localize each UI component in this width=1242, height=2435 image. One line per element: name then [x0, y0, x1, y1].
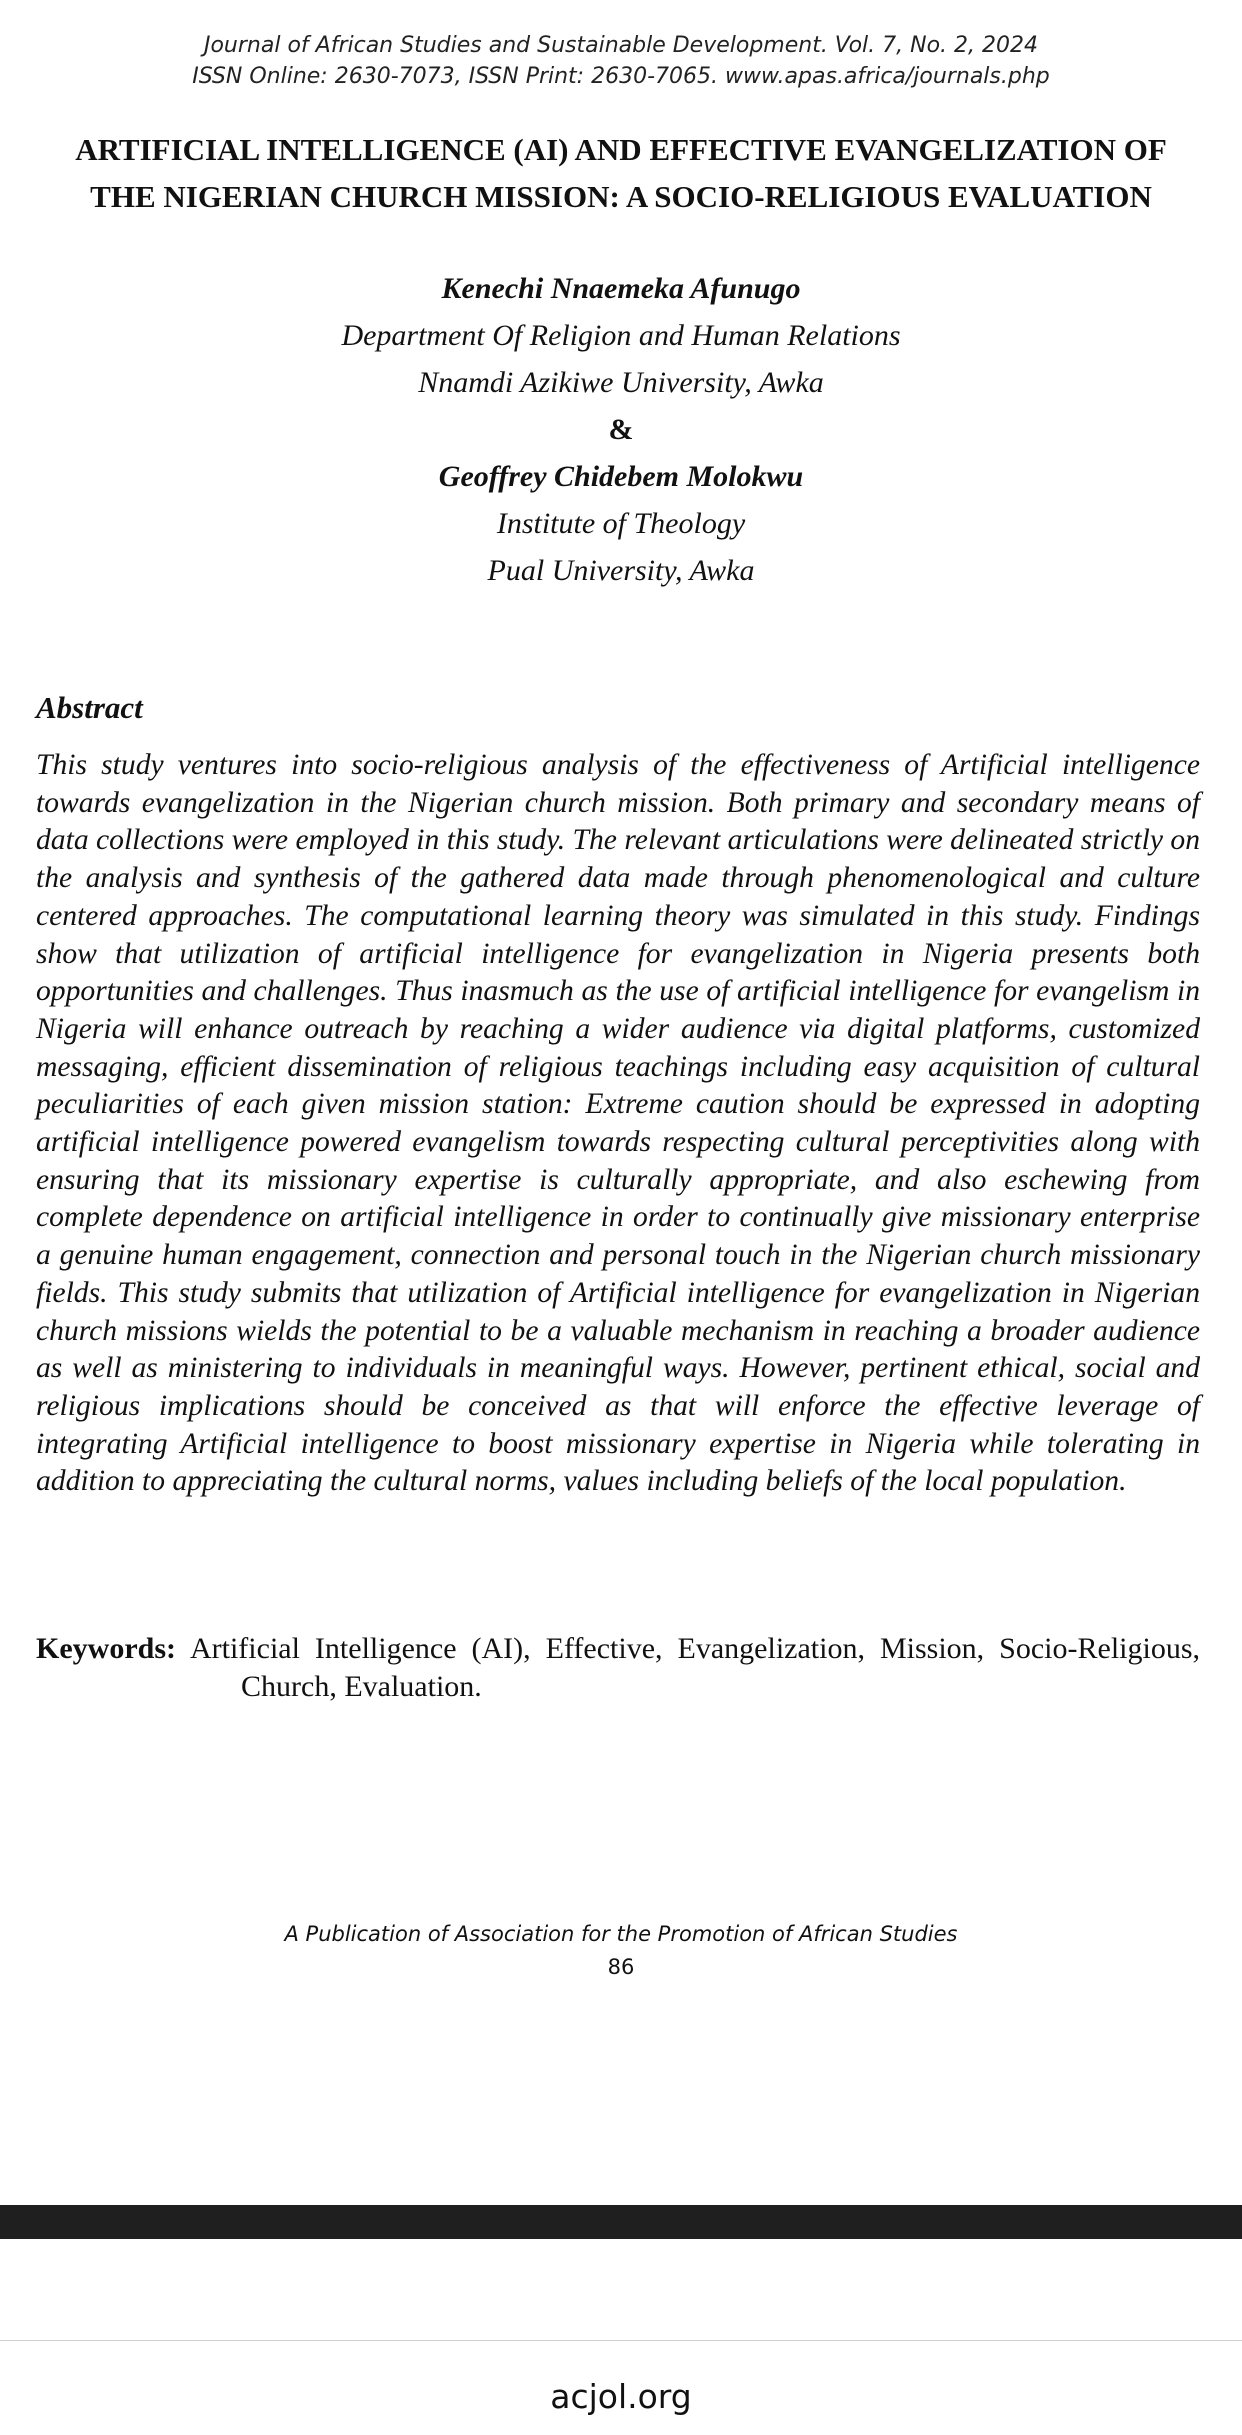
page-footer — [0, 1918, 1242, 1984]
author-department-1: Department Of Religion and Human Relations — [341, 319, 901, 352]
abstract-text: This study ventures into socio-religious analysis of the effectiveness of Artificial intelligence towards evangelization in the Nigerian church mission. Both primary and secondary means of data collections were employed in this study. The relevant articulations were delineated strictly on the analysis and synthesis of the gathered data made through phenomenological and culture centered approaches. The computational learning theory was simulated in this study. Findings show that utilization of artificial intelligence for evangelization in Nigeria presents both opportunities and challenges. Thus inasmuch as the use of artificial intelligence for evangelism in Nigeria will enhance outreach by reaching a wider audience via digital platforms, customized messaging, efficient dissemination of religious teachings including easy acquisition of cultural peculiarities of each given mission station: Extreme caution should be expressed in adopting artificial intelligence powered evangelism towards respecting cultural perceptivities along with ensuring that its missionary expertise is culturally appropriate, and also eschewing from complete dependence on artificial intelligence in order to continually give missionary enterprise a genuine human engagement, connection and personal touch in the Nigerian church missionary fields. This study submits that utilization of Artificial intelligence for evangelization in Nigerian church missions wields the potential to be a valuable mechanism in reaching a broader audience as well as ministering to individuals in meaningful ways. However, pertinent ethical, social and religious implications should be conceived as that will enforce the effective leverage of integrating Artificial intelligence to boost missionary expertise in Nigeria while tolerating in addition to appreciating the cultural norms, values including beliefs of the local population. — [36, 749, 1200, 1498]
browser-toolbar-divider — [0, 2205, 1242, 2239]
journal-issn: ISSN Online: 2630-7073, ISSN Print: 2630-7065. www.apas.africa/journals.php — [192, 64, 1050, 89]
journal-header — [0, 30, 1242, 92]
paper-title-line-2: THE NIGERIAN CHURCH MISSION: A SOCIO-RELIGIOUS EVALUATION — [90, 179, 1152, 214]
author-separator: & — [608, 413, 634, 446]
address-bar-url[interactable]: acjol.org — [550, 2377, 692, 2416]
keywords-text: Artificial Intelligence (AI), Effective, Evangelization, Mission, Socio-Religious, Church, Evaluation. — [189, 1632, 1200, 1703]
page-number: 86 — [607, 1955, 635, 1979]
publisher-line: A Publication of Association for the Promotion of African Studies — [284, 1922, 958, 1946]
author-institution-1: Nnamdi Azikiwe University, Awka — [418, 366, 824, 399]
bottom-bar-divider — [0, 2340, 1242, 2341]
author-name-1: Kenechi Nnaemeka Afunugo — [441, 272, 801, 305]
author-name-2: Geoffrey Chidebem Molokwu — [438, 460, 804, 493]
journal-citation: Journal of African Studies and Sustainable Development. Vol. 7, No. 2, 2024 — [203, 33, 1038, 58]
keywords — [36, 1630, 1200, 1706]
author-institution-2: Pual University, Awka — [487, 554, 755, 587]
author-block — [0, 265, 1242, 594]
paper-title-line-1: ARTIFICIAL INTELLIGENCE (AI) AND EFFECTIVE EVANGELIZATION OF — [75, 132, 1167, 167]
abstract-heading: Abstract — [36, 690, 143, 725]
paper-title — [30, 126, 1212, 220]
keywords-label: Keywords: — [36, 1632, 176, 1665]
author-department-2: Institute of Theology — [496, 507, 746, 540]
